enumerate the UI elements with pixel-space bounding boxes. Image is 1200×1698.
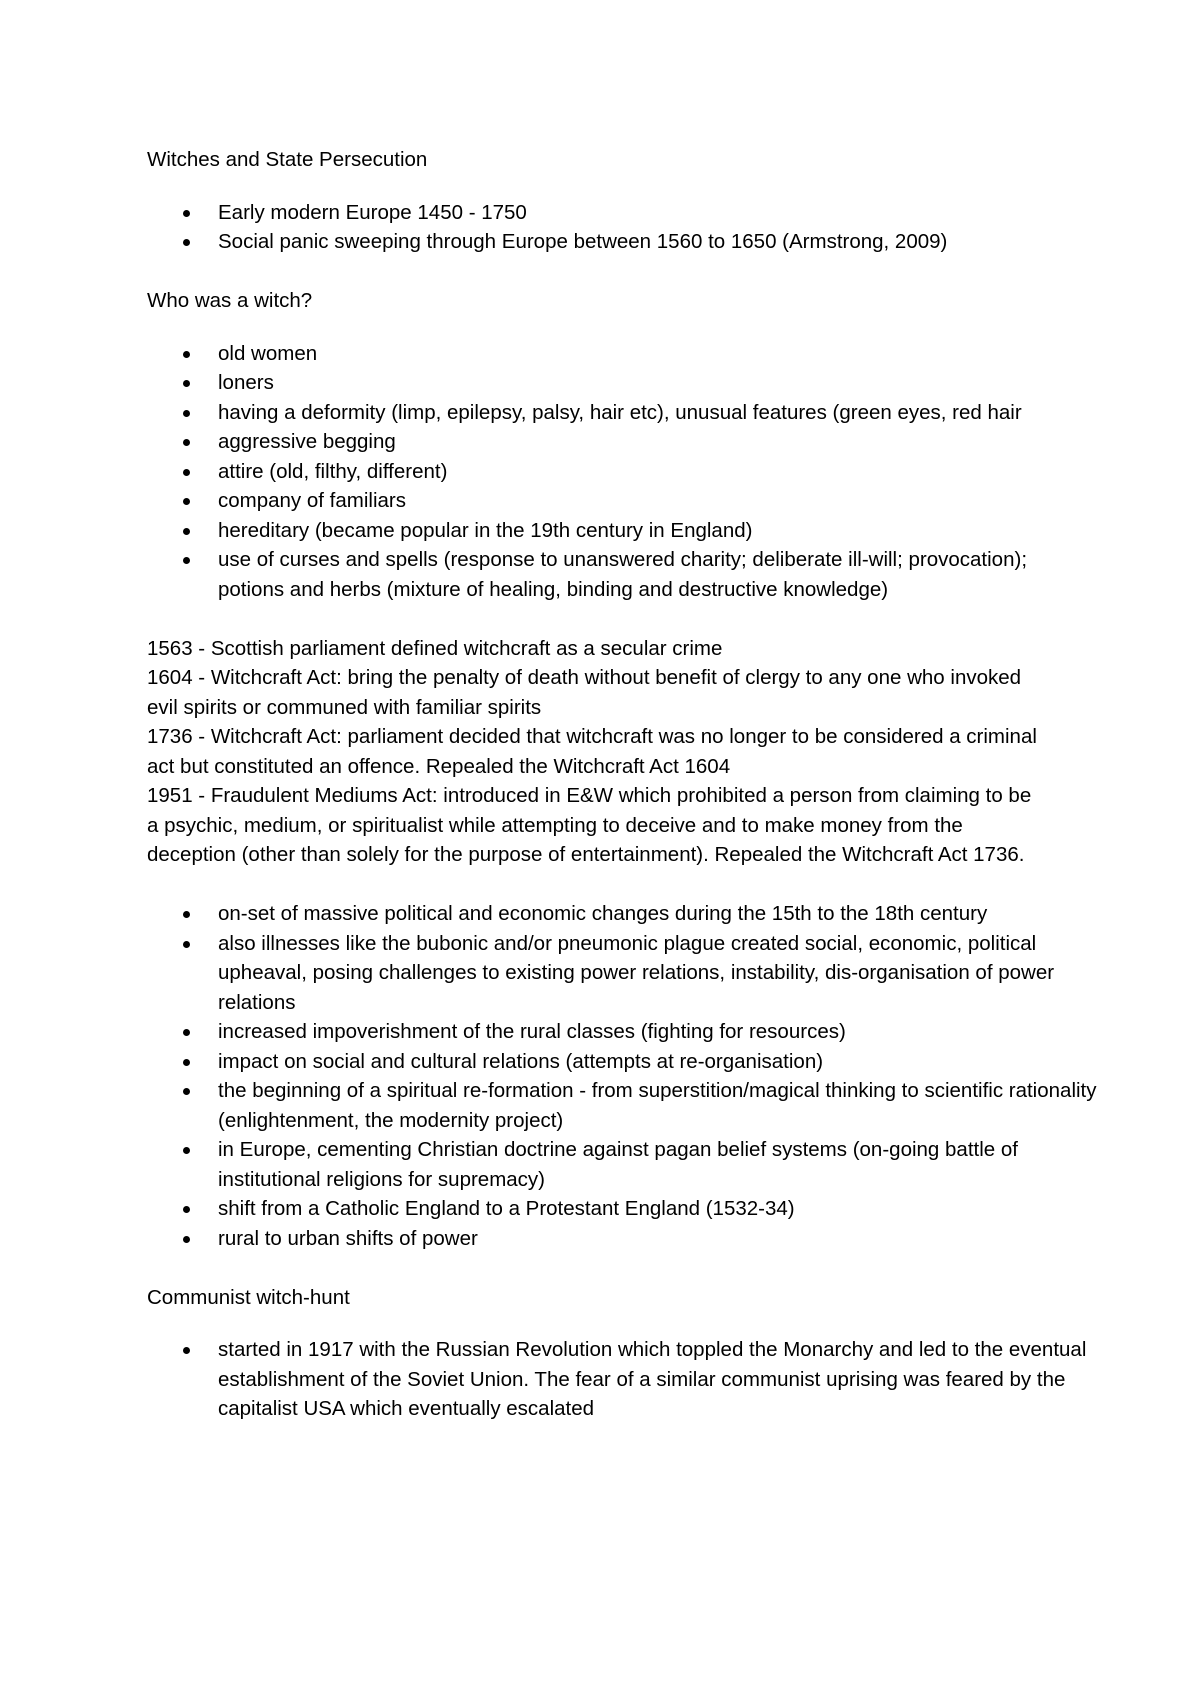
- who-bullet-list: [147, 339, 1080, 605]
- list-item: aggressive begging: [218, 427, 1098, 457]
- section-heading-who: Who was a witch?: [147, 289, 313, 312]
- bullet-icon: [183, 439, 190, 446]
- bullet-icon: [183, 1029, 190, 1036]
- section-heading-communist: Communist witch-hunt: [147, 1285, 350, 1309]
- bullet-icon: [183, 380, 190, 387]
- list-item: loners: [218, 368, 1098, 398]
- timeline-entry: 1736 - Witchcraft Act: parliament decided that witchcraft was no longer to be considered a criminal act but constituted an offence. Repealed the Witchcraft Act 1604: [147, 725, 1037, 778]
- bullet-icon: [183, 210, 190, 217]
- list-item: the beginning of a spiritual re-formation - from superstition/magical thinking to scientific rationality (enlightenment, the modernity project): [218, 1076, 1098, 1135]
- list-item: started in 1917 with the Russian Revolution which toppled the Monarchy and led to the eventual establishment of the Soviet Union. The fear of a similar communist uprising was feared by the capitalist USA which eventually escalated: [218, 1335, 1098, 1424]
- timeline-block: [147, 634, 1047, 870]
- list-item: rural to urban shifts of power: [218, 1224, 1098, 1254]
- list-item: hereditary (became popular in the 19th century in England): [218, 516, 1098, 546]
- bullet-icon: [183, 239, 190, 246]
- list-item: use of curses and spells (response to unanswered charity; deliberate ill-will; provocation); potions and herbs (mixture of healing, binding and destructive knowledge): [218, 545, 1098, 604]
- bullet-icon: [183, 1347, 190, 1354]
- list-item: shift from a Catholic England to a Protestant England (1532-34): [218, 1194, 1098, 1224]
- list-item: old women: [218, 339, 1098, 369]
- list-item: Early modern Europe 1450 - 1750: [218, 198, 1098, 228]
- timeline-entry: 1563 - Scottish parliament defined witchcraft as a secular crime: [147, 636, 723, 660]
- intro-bullet-list: [147, 198, 1080, 257]
- bullet-icon: [183, 528, 190, 535]
- bullet-icon: [183, 557, 190, 564]
- bullet-icon: [183, 1088, 190, 1095]
- list-item: company of familiars: [218, 486, 1098, 516]
- list-item: impact on social and cultural relations (attempts at re-organisation): [218, 1047, 1098, 1077]
- document-title: Witches and State Persecution: [147, 148, 428, 171]
- bullet-icon: [183, 351, 190, 358]
- bullet-icon: [183, 498, 190, 505]
- list-item: on-set of massive political and economic changes during the 15th to the 18th century: [218, 899, 1098, 929]
- list-item: in Europe, cementing Christian doctrine against pagan belief systems (on-going battle of institutional religions for supremacy): [218, 1135, 1098, 1194]
- list-item: Social panic sweeping through Europe between 1560 to 1650 (Armstrong, 2009): [218, 227, 1098, 257]
- list-item: attire (old, filthy, different): [218, 457, 1098, 487]
- timeline-entry: 1951 - Fraudulent Mediums Act: introduced in E&W which prohibited a person from claiming to be a psychic, medium, or spiritualist while attempting to deceive and to make money from the deception (other than solely for the purpose of entertainment). Repealed the Witchcraft Act 1736.: [147, 784, 1032, 866]
- bullet-icon: [183, 941, 190, 948]
- context-bullet-list: [147, 899, 1097, 1253]
- bullet-icon: [183, 1147, 190, 1154]
- bullet-icon: [183, 469, 190, 476]
- timeline-entry: 1604 - Witchcraft Act: bring the penalty of death without benefit of clergy to any one who invoked evil spirits or communed with familiar spirits: [147, 666, 1022, 719]
- communist-bullet-list: [147, 1335, 1087, 1424]
- bullet-icon: [183, 1206, 190, 1213]
- list-item: having a deformity (limp, epilepsy, palsy, hair etc), unusual features (green eyes, red hair: [218, 398, 1098, 428]
- list-item: also illnesses like the bubonic and/or pneumonic plague created social, economic, political upheaval, posing challenges to existing power relations, instability, dis-organisation of power relations: [218, 929, 1098, 1018]
- bullet-icon: [183, 911, 190, 918]
- bullet-icon: [183, 410, 190, 417]
- list-item: increased impoverishment of the rural classes (fighting for resources): [218, 1017, 1098, 1047]
- bullet-icon: [183, 1059, 190, 1066]
- bullet-icon: [183, 1236, 190, 1243]
